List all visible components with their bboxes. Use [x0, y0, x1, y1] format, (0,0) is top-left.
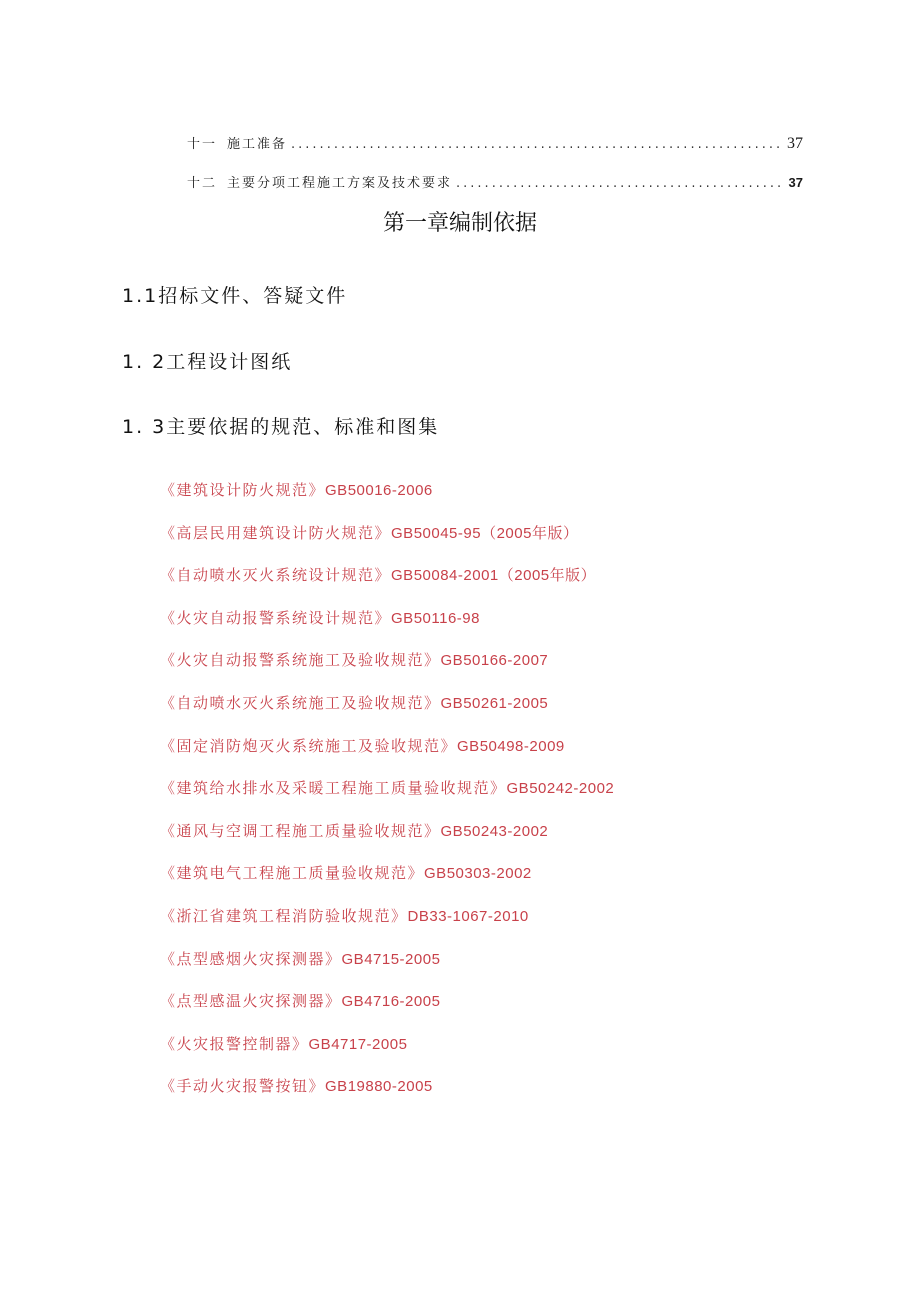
reference-name: 《浙江省建筑工程消防验收规范》 [160, 906, 408, 925]
reference-code: GB50303-2002 [424, 865, 532, 883]
reference-code: GB50261-2005 [440, 694, 549, 712]
list-item [160, 476, 614, 519]
list-item [160, 732, 614, 775]
reference-name: 《点型感温火灾探测器》 [160, 992, 342, 1011]
section-title: 主要依据的规范、标准和图集 [166, 416, 440, 438]
reference-code: GB4715-2005 [341, 950, 441, 968]
reference-code: GB50498-2009 [457, 737, 565, 755]
reference-code: GB50243-2002 [440, 822, 549, 840]
reference-name: 《建筑给水排水及采暖工程施工质量验收规范》 [160, 779, 507, 798]
section-heading [122, 347, 292, 374]
list-item [160, 987, 614, 1030]
reference-name: 《火灾自动报警系统设计规范》 [160, 608, 392, 627]
toc-entry-page: 37 [787, 135, 803, 152]
reference-name: 《固定消防炮灭火系统施工及验收规范》 [160, 736, 458, 755]
reference-name: 《自动喷水灭火系统设计规范》 [160, 566, 392, 585]
list-item [160, 817, 614, 860]
toc-entry-number: 十二 [187, 176, 218, 191]
reference-code: GB19880-2005 [325, 1078, 433, 1096]
reference-list [160, 476, 614, 1115]
reference-code: GB4716-2005 [341, 993, 441, 1011]
reference-name: 《建筑设计防火规范》 [160, 481, 326, 499]
list-item [160, 774, 614, 817]
section-heading [122, 412, 439, 439]
reference-name: 《自动喷水灭火系统施工及验收规范》 [160, 693, 441, 712]
reference-code: GB50242-2002 [506, 780, 615, 798]
toc-entry-title: 主要分项工程施工方案及技术要求 [227, 176, 453, 191]
toc-entry-page: 37 [788, 175, 803, 190]
list-item [160, 604, 614, 647]
reference-code: GB50045-95（2005年版） [391, 524, 579, 542]
section-title: 招标文件、答疑文件 [158, 285, 348, 307]
list-item [160, 689, 614, 732]
reference-code: GB50166-2007 [440, 652, 549, 670]
list-item [160, 859, 614, 902]
list-item [160, 519, 614, 562]
section-number: 1.1 [122, 285, 159, 307]
section-heading [122, 281, 347, 308]
list-item [160, 902, 614, 945]
reference-name: 《火灾报警控制器》 [160, 1034, 309, 1053]
reference-code: GB50116-98 [391, 609, 480, 627]
section-number: 1. 2 [122, 351, 167, 373]
reference-name: 《高层民用建筑设计防火规范》 [160, 523, 392, 542]
reference-code: DB33-1067-2010 [407, 907, 529, 925]
chapter-title: 第一章编制依据 [382, 211, 537, 236]
list-item [160, 945, 614, 988]
reference-name: 《手动火灾报警按钮》 [160, 1077, 326, 1096]
reference-name: 《火灾自动报警系统施工及验收规范》 [160, 651, 441, 670]
reference-name: 《点型感烟火灾探测器》 [160, 949, 342, 968]
list-item [160, 1072, 614, 1115]
section-title: 工程设计图纸 [166, 351, 293, 373]
toc-entry-title: 施工准备 [227, 137, 288, 152]
reference-name: 《通风与空调工程施工质量验收规范》 [160, 821, 441, 840]
toc-entry[interactable] [187, 133, 803, 153]
reference-code: GB50084-2001（2005年版） [391, 567, 597, 585]
section-number: 1. 3 [122, 416, 167, 438]
reference-code: GB4717-2005 [308, 1035, 408, 1053]
toc-leader-dots [456, 176, 785, 191]
list-item [160, 1030, 614, 1073]
toc-leader-dots [291, 137, 783, 152]
list-item [160, 561, 614, 604]
list-item [160, 646, 614, 689]
toc-entry-number: 十一 [187, 137, 218, 152]
toc-entry[interactable] [187, 172, 803, 191]
reference-code: GB50016-2006 [325, 482, 433, 499]
reference-name: 《建筑电气工程施工质量验收规范》 [160, 864, 425, 883]
